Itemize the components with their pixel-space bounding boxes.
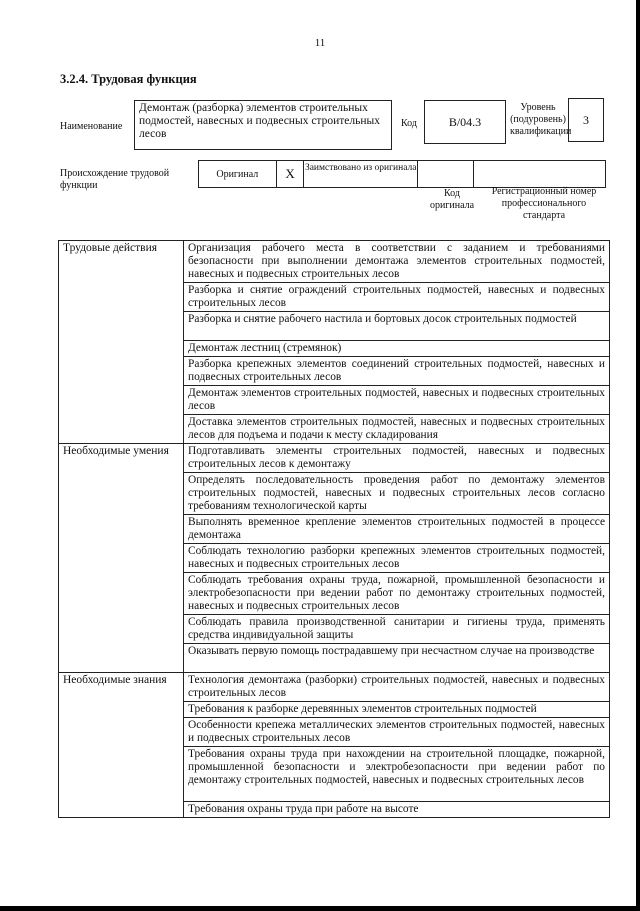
- origin-row: [198, 160, 606, 188]
- origin-original-cell: Оригинал: [199, 161, 277, 187]
- table-row: [59, 673, 610, 702]
- skill-item: Подготавливать элементы строительных подмостей, навесных и подвесных строительных лесов к демонтажу: [184, 444, 610, 473]
- scan-edge-right: [636, 0, 640, 911]
- skill-item: Соблюдать требования охраны труда, пожарной, промышленной безопасности и электробезопасности при ведении работ по демонтажу строительных подмостей, навесных и подвесных строительных лесов: [184, 573, 610, 615]
- knowledge-item: Требования охраны труда при работе на высоте: [184, 802, 610, 818]
- action-item: Разборка и снятие рабочего настила и бортовых досок строительных подмостей: [184, 312, 610, 341]
- knowledge-item: Технология демонтажа (разборки) строительных подмостей, навесных и подвесных строительных лесов: [184, 673, 610, 702]
- function-name-box: Демонтаж (разборка) элементов строительных подмостей, навесных и подвесных строительных лесов: [134, 100, 392, 150]
- skill-item: Определять последовательность проведения работ по демонтажу элементов строительных подмостей, навесных и подвесных строительных лесов согласно требованиям технологической карты: [184, 473, 610, 515]
- scan-edge-bottom: [0, 906, 640, 911]
- origin-code-cell: [418, 161, 474, 187]
- origin-mark-cell: X: [277, 161, 305, 187]
- origin-borrowed-cell: Заимствовано из оригинала: [304, 161, 417, 187]
- knowledge-item: Требования к разборке деревянных элементов строительных подмостей: [184, 702, 610, 718]
- section-title: 3.2.4. Трудовая функция: [60, 72, 197, 86]
- action-item: Организация рабочего места в соответствии с заданием и требованиями безопасности при выполнении демонтажа элементов строительных подмостей, навесных и подвесных строительных лесов: [184, 241, 610, 283]
- code-label: Код: [401, 118, 417, 129]
- page-number: 11: [314, 37, 326, 49]
- knowledge-item: Требования охраны труда при нахождении на строительной площадке, пожарной, промышленной безопасности и электробезопасности при ведении работ по демонтажу строительных подмостей, навесных и подвесных строительных лесов: [184, 747, 610, 802]
- action-item: Разборка крепежных элементов соединений строительных подмостей, навесных и подвесных строительных лесов: [184, 357, 610, 386]
- action-item: Разборка и снятие ограждений строительных подмостей, навесных и подвесных строительных лесов: [184, 283, 610, 312]
- action-item: Доставка элементов строительных подмостей, навесных и подвесных строительных лесов для подъема и подачи к месту складирования: [184, 415, 610, 444]
- code-original-caption: Код оригинала: [429, 188, 475, 211]
- code-value-box: B/04.3: [424, 100, 506, 144]
- origin-label: Происхождение трудовой функции: [60, 168, 170, 191]
- table-row: [59, 444, 610, 473]
- knowledge-title: Необходимые знания: [59, 673, 184, 818]
- origin-reg-cell: [474, 161, 605, 187]
- level-value-box: 3: [568, 98, 604, 142]
- table-row: [59, 241, 610, 283]
- skill-item: Соблюдать технологию разборки крепежных элементов строительных подмостей, навесных и подвесных строительных лесов: [184, 544, 610, 573]
- skill-item: Соблюдать правила производственной санитарии и гигиены труда, применять средства индивидуальной защиты: [184, 615, 610, 644]
- action-item: Демонтаж элементов строительных подмостей, навесных и подвесных строительных лесов: [184, 386, 610, 415]
- function-table: [58, 240, 610, 818]
- knowledge-item: Особенности крепежа металлических элементов строительных подмостей, навесных и подвесных строительных лесов: [184, 718, 610, 747]
- level-label: Уровень (подуровень) квалификации: [510, 102, 572, 137]
- name-label: Наименование: [60, 121, 123, 132]
- skills-title: Необходимые умения: [59, 444, 184, 673]
- actions-title: Трудовые действия: [59, 241, 184, 444]
- reg-number-caption: Регистрационный номер профессионального стандарта: [491, 186, 597, 221]
- action-item: Демонтаж лестниц (стремянок): [184, 341, 610, 357]
- skill-item: Выполнять временное крепление элементов строительных подмостей в процессе демонтажа: [184, 515, 610, 544]
- skill-item: Оказывать первую помощь пострадавшему при несчастном случае на производстве: [184, 644, 610, 673]
